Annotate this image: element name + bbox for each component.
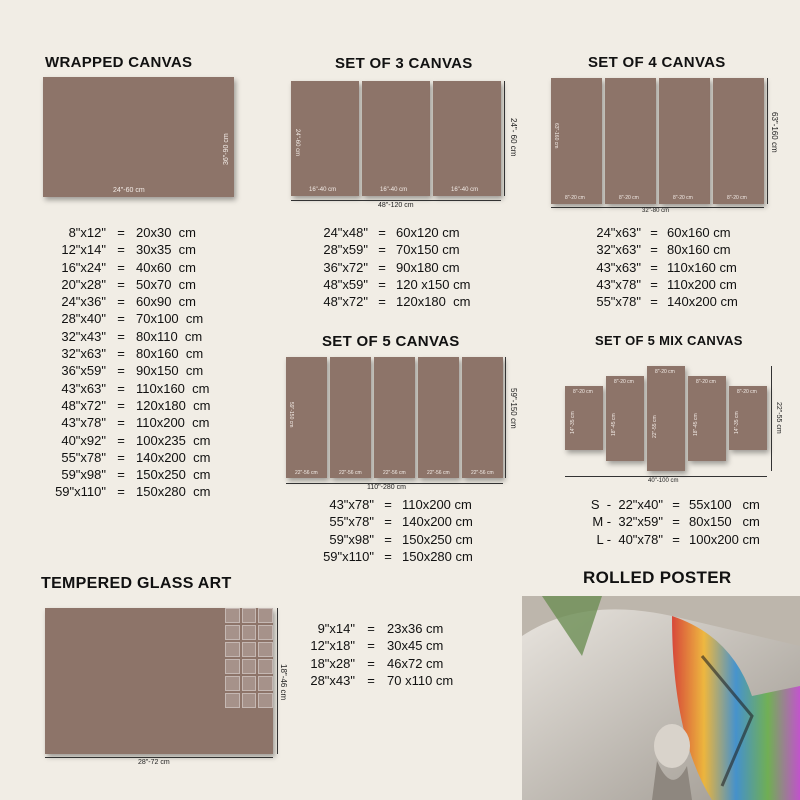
- set4-panel-width-label: 8"-20 cm: [727, 195, 747, 201]
- set5-panel-width-label: 22"-56 cm: [427, 470, 450, 476]
- size-inches: M - 32"x59": [592, 514, 663, 530]
- set3-panel-width-label: 16"-40 cm: [451, 187, 479, 193]
- size-inches: 36"x72": [323, 259, 368, 275]
- size-equals: =: [367, 621, 375, 636]
- mix-panel-height-label: 14"-35 cm: [734, 411, 740, 434]
- size-cm: 140x200 cm: [667, 294, 738, 310]
- size-inches: 20"x28": [61, 276, 106, 292]
- set5-panel-width-label: 22"-56 cm: [295, 470, 318, 476]
- size-row: [52, 483, 246, 500]
- wrapped-canvas-panel: [43, 77, 234, 197]
- size-cm: 110x200 cm: [667, 276, 737, 292]
- size-equals: =: [384, 548, 392, 564]
- size-cm: 30x45 cm: [387, 638, 444, 654]
- size-row: [318, 241, 506, 258]
- size-row: [591, 241, 777, 258]
- size-cm: 120x180 cm: [136, 397, 211, 413]
- size-inches: 43"x78": [329, 497, 374, 512]
- size-row: [52, 380, 246, 397]
- set5-mix-heading: SET OF 5 MIX CANVAS: [595, 333, 743, 348]
- wrapped-canvas-heading: WRAPPED CANVAS: [45, 54, 193, 71]
- size-equals: =: [117, 311, 125, 327]
- size-equals: =: [117, 415, 125, 431]
- size-row: [52, 414, 246, 431]
- size-cm: 110x200 cm: [136, 415, 210, 431]
- size-equals: =: [378, 294, 386, 310]
- mix-panel-5: [729, 386, 767, 450]
- size-equals: =: [384, 531, 392, 547]
- set3-panel-2: [362, 81, 430, 196]
- size-cm: 40x60 cm: [136, 259, 196, 275]
- mix-panel-height-label: 18"-45 cm: [611, 413, 617, 436]
- size-row: [52, 310, 246, 327]
- size-equals: =: [672, 497, 680, 512]
- set3-total-width-label: 48"-120 cm: [378, 202, 414, 209]
- size-equals: =: [378, 242, 386, 258]
- size-equals: =: [650, 259, 658, 275]
- size-equals: =: [650, 276, 658, 292]
- size-equals: =: [117, 484, 125, 500]
- size-equals: =: [117, 346, 125, 362]
- size-equals: =: [117, 276, 125, 292]
- size-inches: 12"x18": [310, 638, 355, 654]
- size-cm: 70 x110 cm: [387, 672, 454, 688]
- size-row: [318, 224, 506, 241]
- size-equals: =: [117, 328, 125, 344]
- set5-panel-width-label: 22"-56 cm: [383, 470, 406, 476]
- set4-panel-height-label: 63"-160 cm: [553, 123, 559, 149]
- size-inches: 9"x14": [317, 621, 355, 636]
- size-inches: 28"x40": [61, 311, 106, 327]
- size-row: [52, 241, 246, 258]
- size-inches: 43"x78": [61, 415, 106, 431]
- size-inches: 36"x59": [61, 363, 106, 379]
- size-equals: =: [117, 363, 125, 379]
- size-row: [305, 655, 487, 672]
- size-row: [52, 449, 246, 466]
- size-inches: 24"x36": [61, 294, 106, 310]
- size-equals: =: [650, 242, 658, 258]
- size-inches: 43"x63": [61, 380, 106, 396]
- size-equals: =: [117, 397, 125, 413]
- set3-size-table: [318, 224, 506, 310]
- size-cm: 70x100 cm: [136, 311, 204, 327]
- size-inches: 55"x78": [61, 449, 106, 465]
- size-equals: =: [117, 242, 125, 258]
- size-equals: =: [117, 225, 125, 240]
- size-row: [305, 620, 487, 637]
- set5-heading: SET OF 5 CANVAS: [322, 333, 460, 350]
- size-equals: =: [672, 531, 680, 547]
- mix-panel-1: [565, 386, 603, 450]
- mix-total-width-label: 40"-100 cm: [648, 478, 679, 484]
- size-inches: S - 22"x40": [590, 497, 663, 512]
- size-cm: 140x200 cm: [136, 449, 211, 465]
- size-cm: 50x70 cm: [136, 276, 196, 292]
- size-cm: 90x150 cm: [136, 363, 204, 379]
- size-row: [52, 293, 246, 310]
- size-row: [318, 531, 512, 548]
- set5-size-table: [318, 496, 512, 565]
- set4-total-height-label: 63"-160 cm: [770, 112, 779, 153]
- size-cm: 100x235 cm: [136, 432, 211, 448]
- set3-panel-1: [291, 81, 359, 196]
- size-inches: 48"x72": [61, 397, 106, 413]
- size-inches: 59"x98": [61, 467, 106, 483]
- size-equals: =: [384, 497, 392, 512]
- set4-panel-width-label: 8"-20 cm: [673, 195, 693, 201]
- mix-width-line: [565, 476, 767, 477]
- size-equals: =: [117, 259, 125, 275]
- mix-panel-height-label: 22"-55 cm: [652, 415, 658, 438]
- set5-panel-3: [374, 357, 415, 478]
- size-cm: 110x160 cm: [667, 259, 737, 275]
- set4-total-width-label: 32"-80 cm: [642, 208, 670, 214]
- size-cm: 23x36 cm: [387, 621, 444, 636]
- size-row: [591, 293, 777, 310]
- size-row: [52, 466, 246, 483]
- size-inches: 8"x12": [68, 225, 106, 240]
- size-inches: 43"x63": [596, 259, 641, 275]
- mix-panel-3: [647, 366, 685, 471]
- size-equals: =: [117, 380, 125, 396]
- size-row: [52, 362, 246, 379]
- size-row: [577, 496, 789, 513]
- set4-height-line: [767, 78, 768, 204]
- set4-panel-2: [605, 78, 656, 204]
- rolled-poster-image: [522, 596, 800, 800]
- size-cm: 120 x150 cm: [396, 276, 471, 292]
- mix-size-table: [577, 496, 789, 548]
- size-equals: =: [117, 467, 125, 483]
- size-equals: =: [378, 276, 386, 292]
- set3-panel-3: [433, 81, 501, 196]
- set3-width-line: [291, 200, 501, 201]
- size-row: [318, 293, 506, 310]
- size-equals: =: [367, 655, 375, 671]
- size-row: [577, 513, 789, 530]
- set3-panel-width-label: 16"-40 cm: [380, 187, 408, 193]
- size-inches: 12"x14": [61, 242, 106, 258]
- set4-panel-width-label: 8"-20 cm: [619, 195, 639, 201]
- size-cm: 46x72 cm: [387, 655, 444, 671]
- size-cm: 60x90 cm: [136, 294, 196, 310]
- set3-total-height-label: 24"- 60 cm: [509, 118, 518, 157]
- size-row: [52, 397, 246, 414]
- size-row: [52, 432, 246, 449]
- size-row: [591, 276, 777, 293]
- glass-height-line: [277, 608, 278, 754]
- size-row: [318, 513, 512, 530]
- size-inches: 40"x92": [61, 432, 106, 448]
- size-inches: 55"x78": [596, 294, 641, 310]
- size-cm: 60x120 cm: [396, 225, 460, 240]
- size-cm: 90x180 cm: [396, 259, 460, 275]
- mix-panel-width-label: 8"-20 cm: [737, 389, 757, 395]
- size-equals: =: [117, 294, 125, 310]
- poster-heading: ROLLED POSTER: [583, 568, 732, 587]
- size-inches: L - 40"x78": [596, 531, 663, 547]
- size-cm: 140x200 cm: [402, 514, 473, 530]
- mix-panel-width-label: 8"-20 cm: [573, 389, 593, 395]
- size-row: [591, 259, 777, 276]
- glass-reflection: [225, 608, 273, 708]
- size-row: [52, 224, 246, 241]
- size-row: [52, 328, 246, 345]
- set4-panel-3: [659, 78, 710, 204]
- size-equals: =: [384, 514, 392, 530]
- size-inches: 59"x110": [323, 548, 374, 564]
- size-cm: 80x160 cm: [667, 242, 731, 258]
- set3-panel-width-label: 16"-40 cm: [309, 187, 337, 193]
- mix-panel-2: [606, 376, 644, 461]
- size-inches: 43"x78": [596, 276, 641, 292]
- size-cm: 150x250 cm: [402, 531, 473, 547]
- set4-heading: SET OF 4 CANVAS: [588, 54, 726, 71]
- size-row: [52, 345, 246, 362]
- size-inches: 32"x63": [596, 242, 641, 258]
- size-row: [318, 259, 506, 276]
- size-row: [52, 276, 246, 293]
- size-cm: 60x160 cm: [667, 225, 731, 240]
- set5-panel-4: [418, 357, 459, 478]
- mix-panel-width-label: 8"-20 cm: [696, 379, 716, 385]
- size-row: [318, 548, 512, 565]
- size-cm: 30x35 cm: [136, 242, 196, 258]
- glass-height-label: 18"-46 cm: [279, 664, 288, 701]
- size-cm: 110x160 cm: [136, 380, 210, 396]
- size-cm: 80x110 cm: [136, 328, 203, 344]
- set5-panel-1: [286, 357, 327, 478]
- size-inches: 16"x24": [61, 259, 106, 275]
- size-inches: 59"x98": [329, 531, 374, 547]
- set4-panel-4: [713, 78, 764, 204]
- size-inches: 32"x43": [61, 328, 106, 344]
- set5-panel-width-label: 22"-56 cm: [339, 470, 362, 476]
- size-row: [318, 496, 512, 513]
- size-equals: =: [117, 449, 125, 465]
- set4-size-table: [591, 224, 777, 310]
- size-inches: 28"x59": [323, 242, 368, 258]
- size-row: [318, 276, 506, 293]
- size-cm: 150x280 cm: [136, 484, 211, 500]
- size-equals: =: [650, 294, 658, 310]
- size-cm: 150x280 cm: [402, 548, 473, 564]
- size-cm: 55x100 cm: [689, 497, 760, 512]
- set4-panel-1: [551, 78, 602, 204]
- size-row: [305, 672, 487, 689]
- size-row: [577, 531, 789, 548]
- mix-panel-height-label: 18"-45 cm: [693, 413, 699, 436]
- mix-height-line: [771, 366, 772, 471]
- size-equals: =: [117, 432, 125, 448]
- mix-total-height-label: 22"-55 cm: [775, 402, 782, 434]
- glass-width-label: 28"-72 cm: [138, 759, 170, 766]
- glass-panel: [45, 608, 273, 754]
- wrapped-size-table: [52, 224, 246, 501]
- size-cm: 70x150 cm: [396, 242, 460, 258]
- rolled-poster-illustration: [522, 596, 800, 800]
- mix-panel-4: [688, 376, 726, 461]
- glass-width-line: [45, 757, 273, 758]
- set5-panel-5: [462, 357, 503, 478]
- set5-height-line: [505, 357, 506, 478]
- size-cm: 20x30 cm: [136, 225, 196, 240]
- size-inches: 28"x43": [310, 672, 355, 688]
- size-inches: 24"x48": [323, 225, 368, 240]
- size-equals: =: [367, 638, 375, 654]
- set3-panel-height-label: 24"-60 cm: [294, 129, 300, 157]
- size-inches: 59"x110": [55, 484, 106, 500]
- mix-panel-width-label: 8"-20 cm: [655, 369, 675, 375]
- size-equals: =: [672, 514, 680, 530]
- size-cm: 80x160 cm: [136, 346, 204, 362]
- size-row: [305, 637, 487, 654]
- size-inches: 48"x72": [323, 294, 368, 310]
- size-equals: =: [378, 225, 386, 240]
- size-inches: 32"x63": [61, 346, 106, 362]
- size-row: [591, 224, 777, 241]
- size-row: [52, 259, 246, 276]
- size-inches: 48"x59": [323, 276, 368, 292]
- set3-heading: SET OF 3 CANVAS: [335, 55, 473, 72]
- set5-panel-height-label: 59"-150 cm: [288, 402, 294, 428]
- mix-panel-width-label: 8"-20 cm: [614, 379, 634, 385]
- glass-size-table: [305, 620, 487, 689]
- size-cm: 80x150 cm: [689, 514, 760, 530]
- size-equals: =: [367, 672, 375, 688]
- size-cm: 100x200 cm: [689, 531, 760, 547]
- size-equals: =: [378, 259, 386, 275]
- set3-height-line: [504, 81, 505, 196]
- size-inches: 55"x78": [329, 514, 374, 530]
- set5-panel-2: [330, 357, 371, 478]
- size-cm: 150x250 cm: [136, 467, 211, 483]
- wrapped-width-label: 24"-60 cm: [113, 187, 145, 194]
- set4-panel-width-label: 8"-20 cm: [565, 195, 585, 201]
- size-equals: =: [650, 225, 658, 240]
- set5-total-width-label: 110"-280 cm: [367, 484, 406, 491]
- glass-heading: TEMPERED GLASS ART: [41, 575, 232, 592]
- size-inches: 18"x28": [310, 655, 355, 671]
- mix-panel-height-label: 14"-35 cm: [570, 411, 576, 434]
- wrapped-height-label: 36"-90 cm: [223, 133, 230, 165]
- set5-total-height-label: 59"-150 cm: [509, 388, 518, 429]
- set5-panel-width-label: 22"-56 cm: [471, 470, 494, 476]
- size-cm: 110x200 cm: [402, 497, 472, 512]
- size-inches: 24"x63": [596, 225, 641, 240]
- size-cm: 120x180 cm: [396, 294, 471, 310]
